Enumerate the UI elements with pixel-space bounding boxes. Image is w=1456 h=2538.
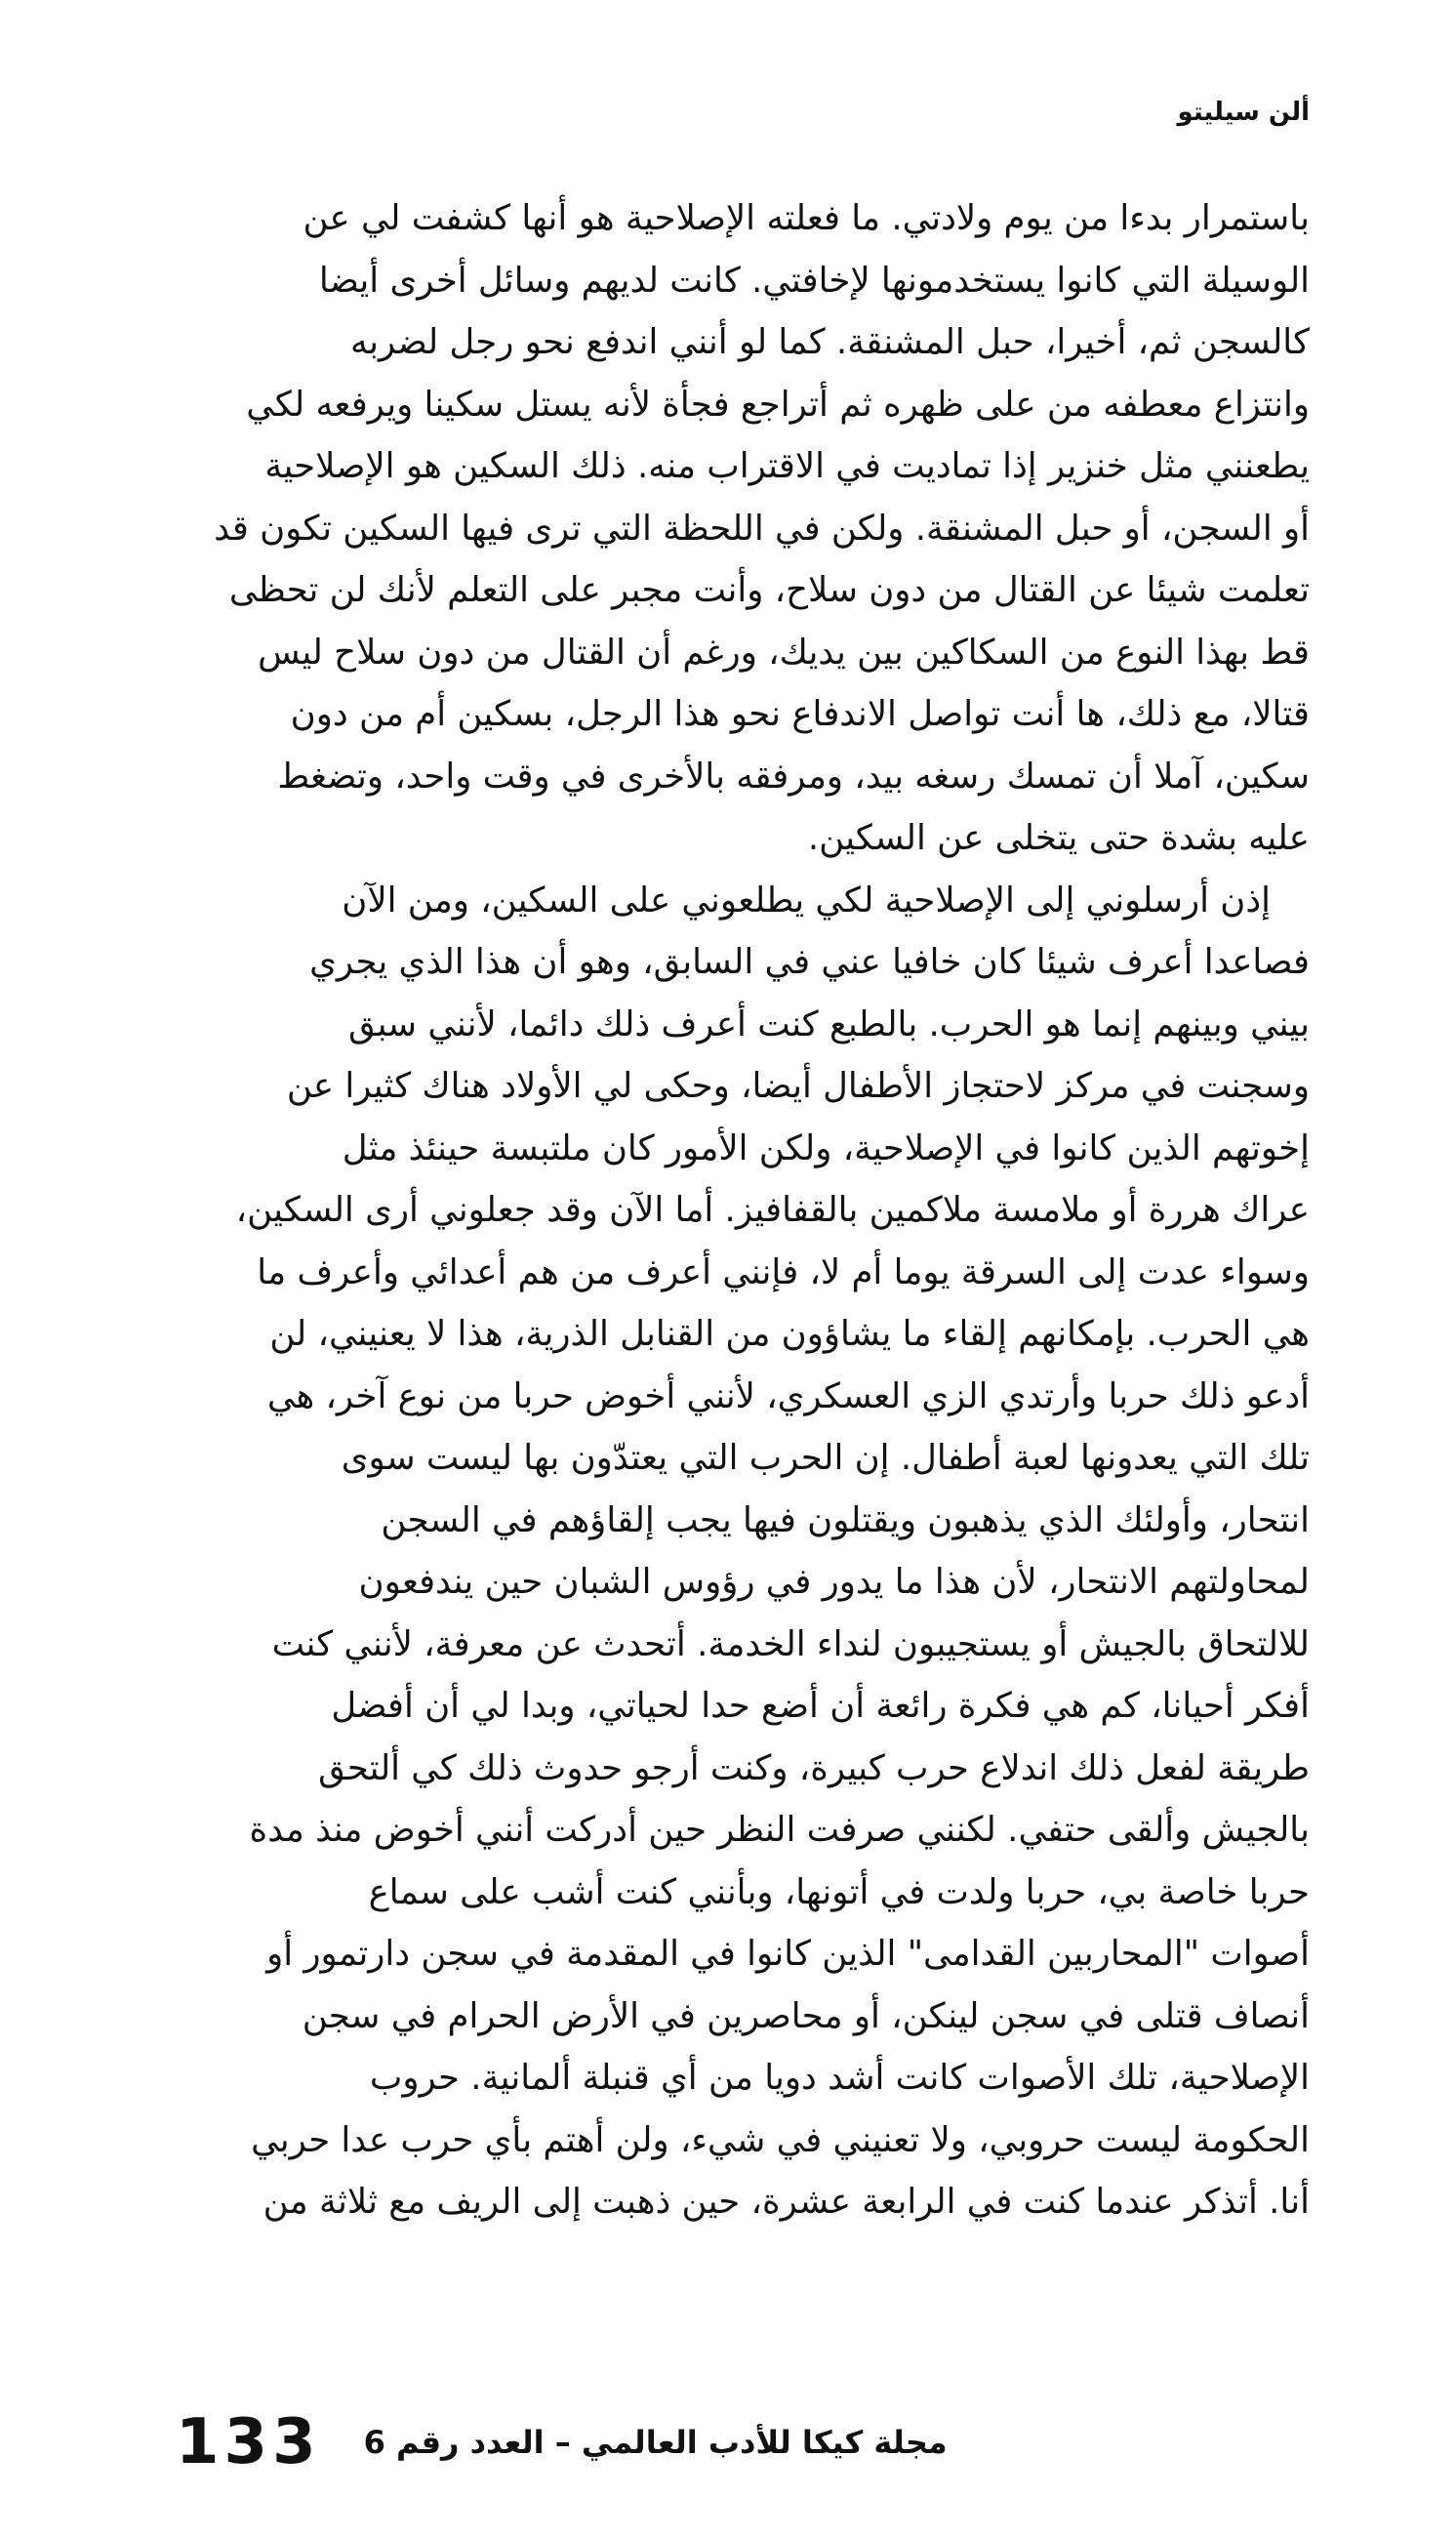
text-line: يطعنني مثل خنزير إذا تماديت في الاقتراب منه. ذلك السكين هو الإصلاحية xyxy=(264,446,1310,486)
text-line: الإصلاحية، تلك الأصوات كانت أشد دويا من أي قنبلة ألمانية. حروب xyxy=(369,2058,1310,2098)
running-head-author: ألن سيليتو xyxy=(1177,98,1310,127)
text-line: إخوتهم الذين كانوا في الإصلاحية، ولكن الأمور كان ملتبسة حينئذ مثل xyxy=(342,1127,1310,1168)
text-line: الحكومة ليست حروبي، ولا تعنيني في شيء، ولن أهتم بأي حرب عدا حربي xyxy=(251,2119,1310,2160)
text-line: طريقة لفعل ذلك اندلاع حرب كبيرة، وكنت أرجو حدوث ذلك كي ألتحق xyxy=(318,1747,1310,1788)
text-line: بالجيش وألقى حتفي. لكنني صرفت النظر حين أدركت أنني أخوض منذ مدة xyxy=(249,1810,1310,1850)
text-line: تلك التي يعدونها لعبة أطفال. إن الحرب التي يعتدّون بها ليست سوى xyxy=(341,1438,1310,1478)
text-line: للالتحاق بالجيش أو يستجيبون لنداء الخدمة. أتحدث عن معرفة، لأنني كنت xyxy=(271,1623,1310,1664)
page-number: 133 xyxy=(176,2406,321,2478)
body-text xyxy=(139,187,1310,2233)
text-line: أنا. أتذكر عندما كنت في الرابعة عشرة، حين ذهبت إلى الريف مع ثلاثة من xyxy=(263,2182,1310,2222)
text-line: لمحاولتهم الانتحار، لأن هذا ما يدور في رؤوس الشبان حين يندفعون xyxy=(358,1562,1310,1602)
text-line: أنصاف قتلى في سجن لينكن، أو محاصرين في الأرض الحرام في سجن xyxy=(302,1995,1310,2036)
text-line: قتالا، مع ذلك، ها أنت تواصل الاندفاع نحو هذا الرجل، بسكين أم من دون xyxy=(290,694,1310,734)
paragraph-start-line: إذن أرسلوني إلى الإصلاحية لكي يطلعوني على السكين، ومن الآن xyxy=(342,880,1271,921)
text-line: هي الحرب. بإمكانهم إلقاء ما يشاؤون من القنابل الذرية، هذا لا يعنيني، لن xyxy=(269,1314,1310,1354)
text-line: الوسيلة التي كانوا يستخدمونها لإخافتي. كانت لديهم وسائل أخرى أيضا xyxy=(318,260,1310,301)
text-line: باستمرار بدءا من يوم ولادتي. ما فعلته الإصلاحية هو أنها كشفت لي عن xyxy=(303,198,1310,238)
text-line: كالسجن ثم، أخيرا، حبل المشنقة. كما لو أنني اندفع نحو رجل لضربه xyxy=(350,322,1310,362)
text-line: أدعو ذلك حربا وأرتدي الزي العسكري، لأنني أخوض حربا من نوع آخر، هي xyxy=(266,1375,1310,1416)
text-line: سكين، آملا أن تمسك رسغه بيد، ومرفقه بالأخرى في وقت واحد، وتضغط xyxy=(277,756,1310,797)
page-footer xyxy=(176,2406,948,2478)
text-line: وسجنت في مركز لاحتجاز الأطفال أيضا، وحكى لي الأولاد هناك كثيرا عن xyxy=(286,1066,1310,1106)
text-line: أصوات "المحاربين القدامى" الذين كانوا في المقدمة في سجن دارتمور أو xyxy=(266,1934,1310,1974)
text-line: انتحار، وأولئك الذي يذهبون ويقتلون فيها يجب إلقاؤهم في السجن xyxy=(381,1499,1310,1540)
text-line: وسواء عدت إلى السرقة يوما أم لا، فإنني أعرف من هم أعدائي وأعرف ما xyxy=(257,1251,1310,1292)
text-line: بيني وبينهم إنما هو الحرب. بالطبع كنت أعرف ذلك دائما، لأنني سبق xyxy=(347,1003,1310,1044)
text-line: فصاعدا أعرف شيئا كان خافيا عني في السابق، وهو أن هذا الذي يجري xyxy=(309,942,1310,982)
paragraph-end-line: عليه بشدة حتى يتخلى عن السكين. xyxy=(807,818,1310,858)
text-line: قط بهذا النوع من السكاكين بين يديك، ورغم أن القتال من دون سلاح ليس xyxy=(258,632,1310,673)
text-line: وانتزاع معطفه من على ظهره ثم أتراجع فجأة لأنه يستل سكينا ويرفعه لكي xyxy=(246,384,1310,425)
text-line: تعلمت شيئا عن القتال من دون سلاح، وأنت مجبر على التعلم لأنك لن تحظى xyxy=(228,570,1310,610)
journal-title: مجلة كيكا للأدب العالمي – العدد رقم 6 xyxy=(363,2424,948,2461)
text-line: عراك هررة أو ملامسة ملاكمين بالقفافيز. أما الآن وقد جعلوني أرى السكين، xyxy=(235,1190,1310,1230)
text-line: أفكر أحيانا، كم هي فكرة رائعة أن أضع حدا لحياتي، وبدا لي أن أفضل xyxy=(331,1686,1310,1726)
text-line: حربا خاصة بي، حربا ولدت في أتونها، وبأنني كنت أشب على سماع xyxy=(368,1871,1310,1912)
text-line: أو السجن، أو حبل المشنقة. ولكن في اللحظة التي ترى فيها السكين تكون قد xyxy=(214,508,1310,549)
